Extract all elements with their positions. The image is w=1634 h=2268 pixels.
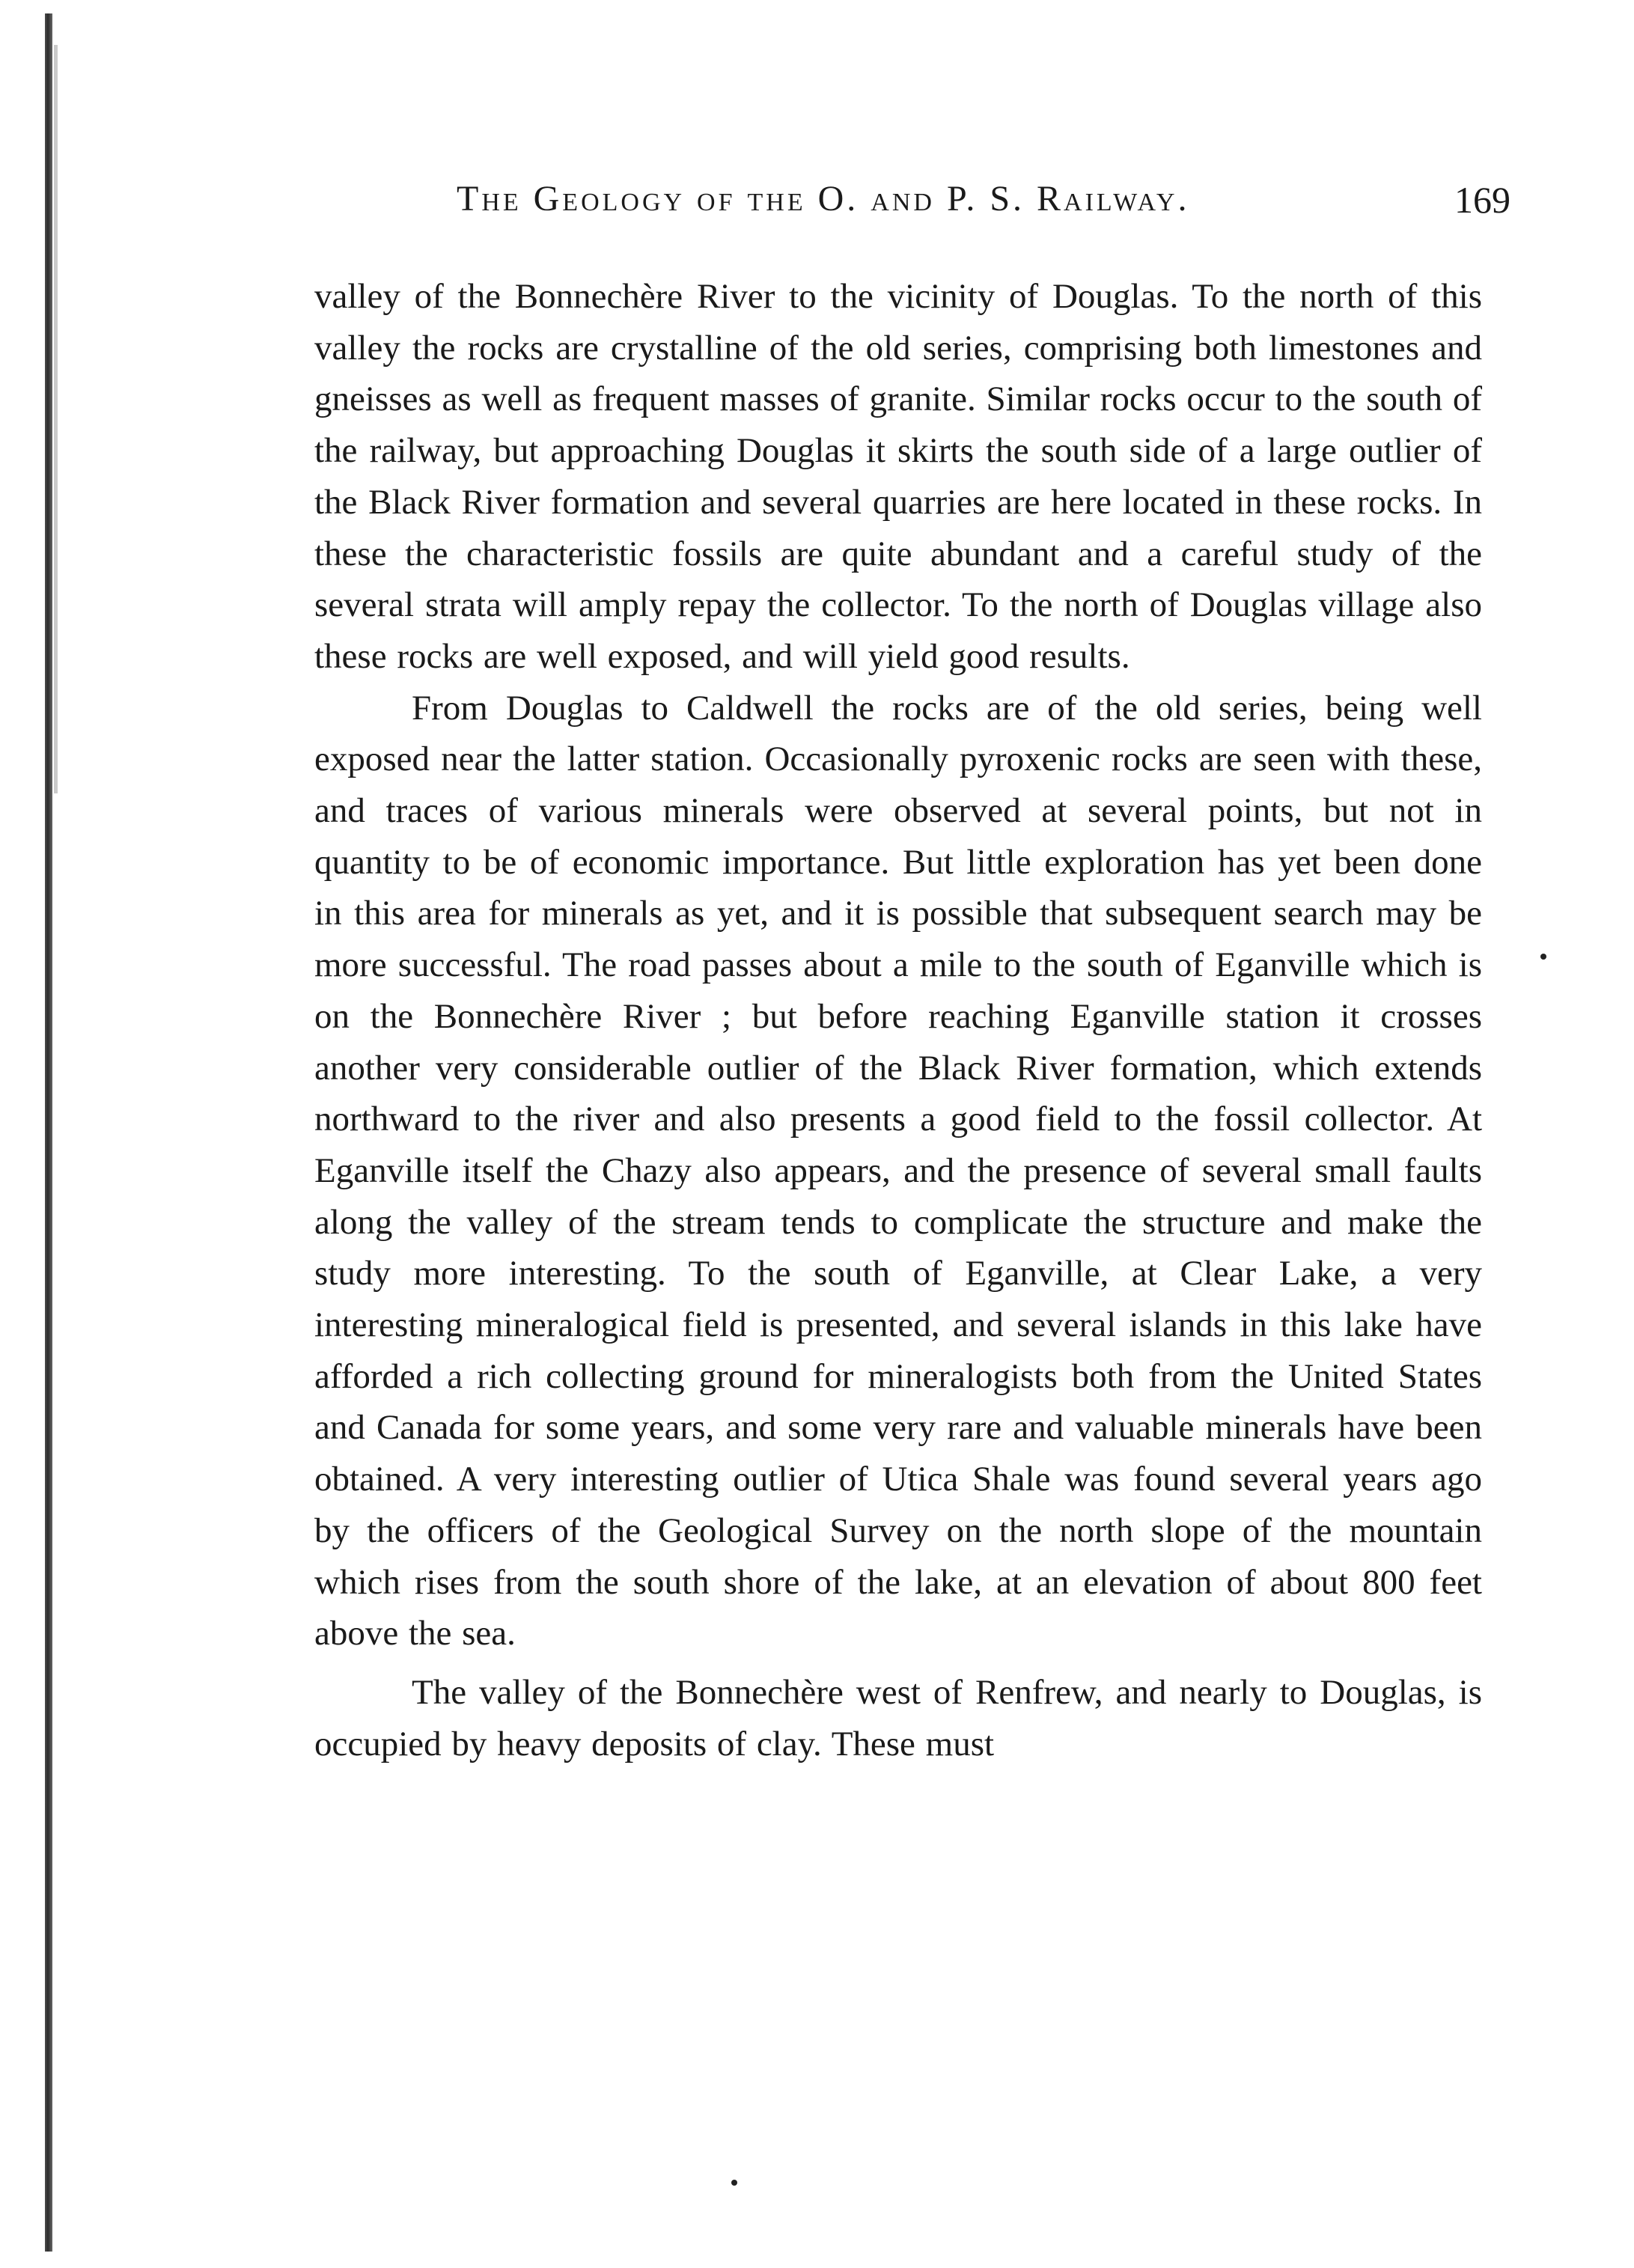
book-binding-edge bbox=[45, 13, 52, 2252]
page-header bbox=[457, 174, 1510, 226]
paragraph-bonnechere-valley: The valley of the Bonnechère west of Renfrew, and nearly to Douglas, is occupied by heavy deposits of clay. These must bbox=[314, 1672, 1482, 1764]
paragraph-continued: valley of the Bonnechère River to the vicinity of Douglas. To the north of this valley the rocks are crystalline of the old series, comprising both limestones and gneisses as well as frequent masses of granite. Similar rocks occur to the south of the railway, but approaching Douglas it skirts the south side of a large outlier of the Black River formation and several quarries are here located in these rocks. In these the characteristic fossils are quite abundant and a careful study of the several strata will amply repay the collector. To the north of Douglas village also these rocks are well exposed, and will yield good results. bbox=[314, 277, 1482, 676]
page-number: 169 bbox=[1454, 179, 1510, 221]
binding-shadow bbox=[54, 45, 58, 793]
ink-speck bbox=[731, 2180, 737, 2186]
running-title: The Geology of the O. and P. S. Railway. bbox=[457, 179, 1190, 219]
ink-speck bbox=[1540, 954, 1546, 960]
body-text bbox=[314, 271, 1482, 2142]
paragraph-douglas-to-caldwell: From Douglas to Caldwell the rocks are of the old series, being well exposed near the latter station. Occasionally pyroxenic rocks are seen with these, and traces of various minerals were observed at several points, but not in quantity to be of economic importance. But little exploration has yet been done in this area for minerals as yet, and it is possible that subsequent search may be more successful. The road passes about a mile to the south of Eganville which is on the Bonnechère River ; but before reaching Eganville station it crosses another very considerable outlier of the Black River formation, which extends northward to the river and also presents a good field to the fossil collector. At Eganville itself the Chazy also appears, and the presence of several small faults along the valley of the stream tends to complicate the structure and make the study more interesting. To the south of Eganville, at Clear Lake, a very interesting mineralogical field is presented, and several islands in this lake have afforded a rich collecting ground for mineralogists both from the United States and Canada for some years, and some very rare and valuable minerals have been obtained. A very interesting outlier of Utica Shale was found several years ago by the officers of the Geological Survey on the north slope of the mountain which rises from the south shore of the lake, at an elevation of about 800 feet above the sea. bbox=[314, 688, 1482, 1653]
